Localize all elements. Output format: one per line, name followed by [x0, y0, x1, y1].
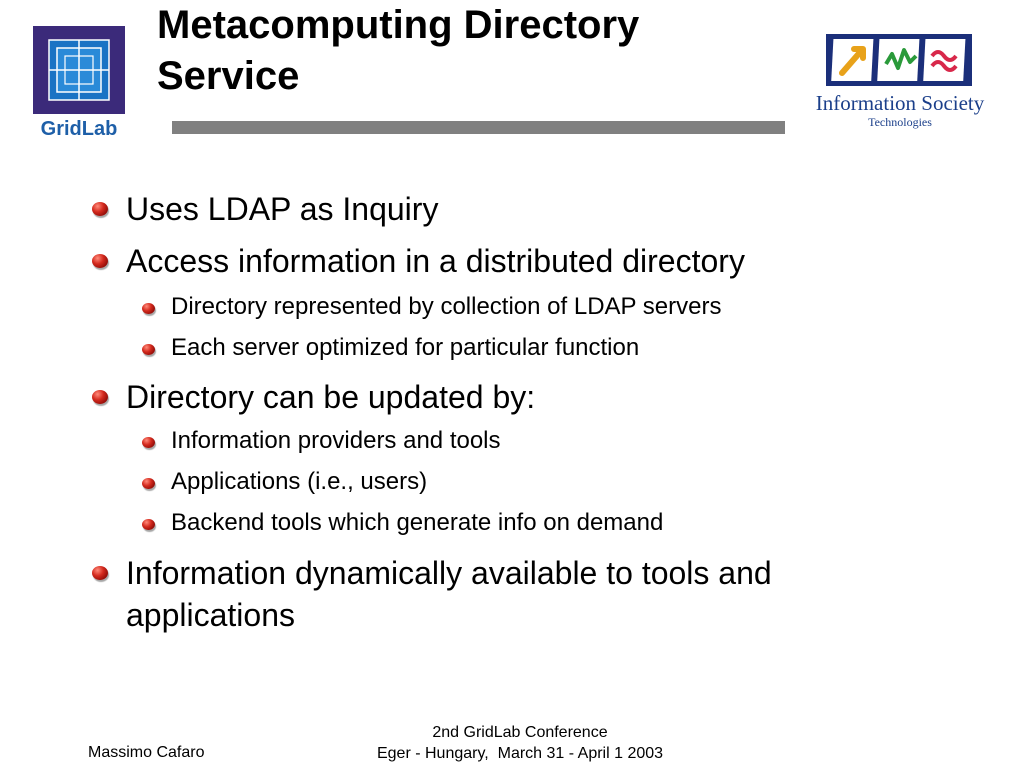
bullet-icon	[92, 566, 108, 580]
bullet-text: Directory can be updated by:	[126, 379, 536, 415]
sub-bullet-item	[171, 291, 721, 323]
bullet-icon	[92, 390, 108, 404]
bullet-text: Access information in a distributed directory	[126, 243, 745, 279]
footer-conference	[360, 722, 680, 764]
sub-bullet-item	[171, 466, 427, 498]
bullet-text-line1: Information dynamically available to tools and	[126, 555, 772, 591]
sub-bullet-item	[171, 507, 663, 539]
sub-bullet-text: Information providers and tools	[171, 427, 501, 454]
sub-bullet-text: Directory represented by collection of LDAP servers	[171, 293, 722, 320]
bullet-item	[126, 240, 745, 282]
bullet-icon	[142, 478, 155, 489]
footer-author: Massimo Cafaro	[88, 744, 205, 761]
footer-conference-line1: 2nd GridLab Conference	[432, 724, 608, 741]
bullet-text-line2: applications	[126, 597, 295, 633]
bullet-item	[126, 552, 772, 636]
sub-bullet-item	[171, 332, 639, 364]
bullet-item	[126, 188, 438, 230]
slide-title-line2: Service	[157, 54, 300, 98]
bullet-icon	[142, 519, 155, 530]
bullet-icon	[92, 202, 108, 216]
sub-bullet-text: Each server optimized for particular function	[171, 334, 640, 361]
bullet-icon	[142, 344, 155, 355]
ist-logo-text: Information Society	[815, 91, 985, 115]
footer-conference-line2: Eger - Hungary, March 31 - April 1 2003	[376, 745, 664, 762]
slide-title-line1: Metacomputing Directory	[157, 3, 640, 47]
sub-bullet-text: Applications (i.e., users)	[171, 468, 428, 495]
bullet-icon	[142, 437, 155, 448]
ist-logo-subtext: Technologies	[868, 115, 932, 129]
gridlab-logo-text: GridLab	[40, 118, 118, 140]
bullet-item	[126, 376, 535, 418]
bullet-icon	[92, 254, 108, 268]
bullet-text: Uses LDAP as Inquiry	[126, 191, 439, 227]
sub-bullet-text: Backend tools which generate info on demand	[171, 509, 664, 536]
bullet-icon	[142, 303, 155, 314]
sub-bullet-item	[171, 425, 501, 457]
